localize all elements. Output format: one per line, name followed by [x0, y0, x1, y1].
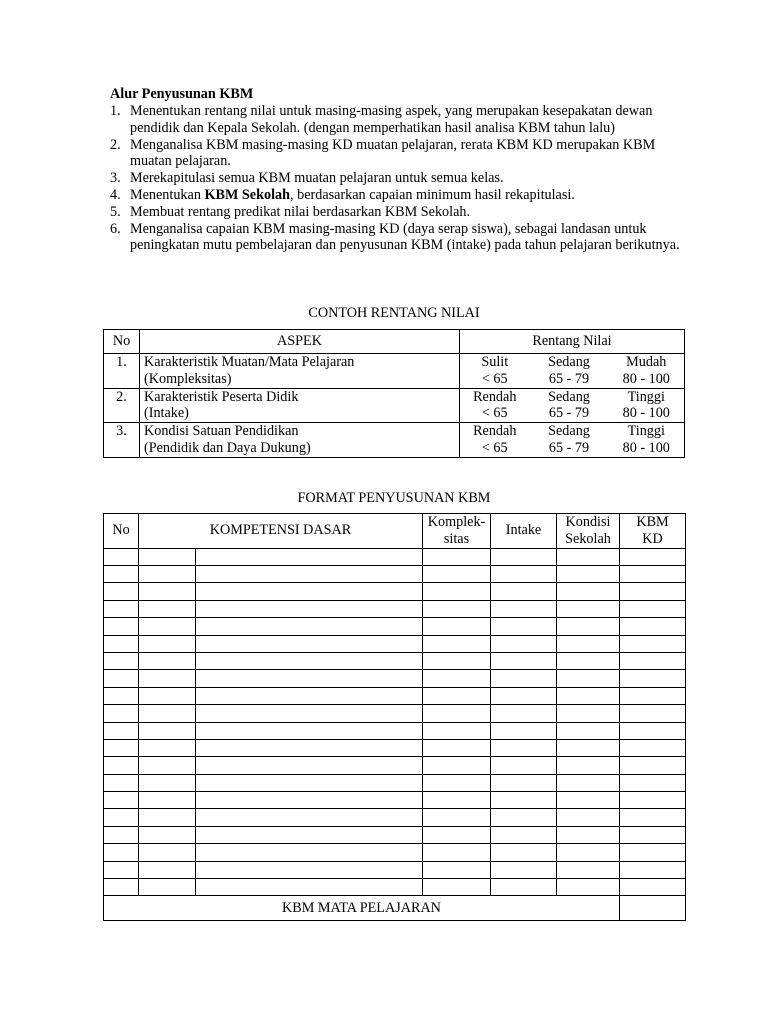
- row-no: 3.: [104, 423, 140, 458]
- aspek-line: (Kompleksitas): [144, 370, 232, 387]
- empty-cell: [557, 687, 620, 704]
- level-cell: [460, 423, 530, 458]
- empty-cell: [104, 548, 139, 565]
- step-text-bold: KBM Sekolah: [204, 186, 291, 203]
- level-range: 80 - 100: [622, 439, 670, 456]
- empty-cell: [196, 809, 423, 826]
- level-label: Tinggi: [627, 388, 665, 405]
- empty-cell: [423, 687, 491, 704]
- empty-cell: [104, 722, 139, 739]
- level-label: Sulit: [481, 354, 509, 370]
- table-row: [104, 757, 686, 774]
- level-cell: [609, 388, 685, 423]
- step-number: 4.: [110, 186, 121, 203]
- step-text-post: , berdasarkan capaian minimum hasil rekapitulasi.: [290, 186, 575, 203]
- empty-cell: [139, 652, 196, 669]
- empty-cell: [423, 670, 491, 687]
- level-range: 65 - 79: [548, 405, 590, 422]
- list-item: [110, 204, 680, 221]
- empty-cell: [139, 548, 196, 565]
- empty-cell: [139, 844, 196, 861]
- empty-cell: [196, 879, 423, 896]
- empty-cell: [196, 687, 423, 704]
- empty-cell: [104, 757, 139, 774]
- empty-cell: [620, 739, 686, 756]
- level-cell: [530, 354, 609, 389]
- table-row: [104, 705, 686, 722]
- empty-cell: [196, 670, 423, 687]
- empty-cell: [139, 583, 196, 600]
- empty-cell: [423, 722, 491, 739]
- empty-cell: [104, 670, 139, 687]
- empty-cell: [139, 879, 196, 896]
- list-item: [110, 170, 680, 187]
- empty-cell: [423, 826, 491, 843]
- empty-cell: [491, 670, 557, 687]
- empty-cell: [423, 792, 491, 809]
- header-line: sitas: [443, 530, 470, 547]
- header-no: No: [104, 330, 140, 354]
- rentang-nilai-table: [103, 329, 685, 458]
- table-row: [104, 687, 686, 704]
- empty-cell: [620, 757, 686, 774]
- header-aspek: ASPEK: [140, 330, 460, 354]
- empty-cell: [491, 705, 557, 722]
- header-intake: Intake: [491, 514, 557, 549]
- step-number: 2.: [110, 136, 121, 153]
- empty-cell: [196, 600, 423, 617]
- empty-cell: [139, 739, 196, 756]
- aspek-line: Karakteristik Muatan/Mata Pelajaran: [144, 354, 355, 370]
- empty-cell: [139, 861, 196, 878]
- empty-cell: [557, 879, 620, 896]
- empty-cell: [620, 618, 686, 635]
- header-kompetensi-dasar: KOMPETENSI DASAR: [139, 514, 423, 549]
- table-row: [104, 423, 685, 458]
- empty-cell: [139, 774, 196, 791]
- list-item: [110, 221, 680, 255]
- empty-cell: [620, 565, 686, 582]
- empty-cell: [491, 565, 557, 582]
- header-line: KD: [642, 530, 663, 547]
- empty-cell: [557, 861, 620, 878]
- empty-cell: [196, 705, 423, 722]
- level-range: 80 - 100: [622, 405, 670, 422]
- table-row: [104, 652, 686, 669]
- empty-cell: [491, 879, 557, 896]
- empty-cell: [557, 722, 620, 739]
- empty-cell: [620, 792, 686, 809]
- empty-cell: [104, 583, 139, 600]
- empty-cell: [557, 792, 620, 809]
- table-row: [104, 861, 686, 878]
- empty-cell: [196, 548, 423, 565]
- table-row: [104, 548, 686, 565]
- steps-list: [110, 103, 680, 254]
- footer-kbm-mata-pelajaran: KBM MATA PELAJARAN: [104, 896, 620, 921]
- level-cell: [460, 388, 530, 423]
- empty-cell: [104, 844, 139, 861]
- table-row: [104, 739, 686, 756]
- empty-cell: [423, 757, 491, 774]
- rentang-caption: CONTOH RENTANG NILAI: [308, 305, 480, 321]
- empty-cell: [620, 774, 686, 791]
- empty-cell: [557, 565, 620, 582]
- level-range: 65 - 79: [548, 370, 590, 387]
- format-table-body: [104, 548, 686, 921]
- header-no: No: [104, 514, 139, 549]
- empty-cell: [104, 565, 139, 582]
- empty-cell: [620, 722, 686, 739]
- empty-cell: [620, 844, 686, 861]
- empty-cell: [620, 861, 686, 878]
- level-label: Tinggi: [627, 423, 665, 440]
- empty-cell: [196, 635, 423, 652]
- row-no: 2.: [104, 388, 140, 423]
- empty-cell: [104, 635, 139, 652]
- empty-cell: [139, 792, 196, 809]
- table-row: [104, 618, 686, 635]
- empty-cell: [423, 618, 491, 635]
- table-row: [104, 600, 686, 617]
- level-cell: [609, 423, 685, 458]
- table-row: [104, 670, 686, 687]
- empty-cell: [557, 618, 620, 635]
- empty-cell: [139, 687, 196, 704]
- level-range: < 65: [481, 439, 508, 456]
- empty-cell: [491, 687, 557, 704]
- empty-cell: [557, 635, 620, 652]
- empty-cell: [196, 792, 423, 809]
- empty-cell: [491, 792, 557, 809]
- empty-cell: [491, 826, 557, 843]
- empty-cell: [491, 809, 557, 826]
- table-row: [104, 792, 686, 809]
- header-kbm-kd: [620, 514, 686, 549]
- table-row: [104, 844, 686, 861]
- header-line: Kondisi: [565, 514, 611, 530]
- empty-cell: [491, 861, 557, 878]
- table-row: [104, 774, 686, 791]
- empty-cell: [491, 583, 557, 600]
- empty-cell: [104, 618, 139, 635]
- level-cell: [530, 423, 609, 458]
- empty-cell: [104, 792, 139, 809]
- empty-cell: [423, 548, 491, 565]
- empty-cell: [491, 739, 557, 756]
- level-range: 65 - 79: [548, 439, 590, 456]
- empty-cell: [104, 687, 139, 704]
- empty-cell: [104, 774, 139, 791]
- empty-cell: [557, 652, 620, 669]
- empty-cell: [104, 879, 139, 896]
- step-text: Menganalisa KBM masing-masing KD muatan pelajaran, rerata KBM KD merupakan KBM muatan pelajaran.: [130, 136, 656, 170]
- empty-cell: [423, 861, 491, 878]
- empty-cell: [104, 652, 139, 669]
- empty-cell: [557, 583, 620, 600]
- empty-cell: [423, 565, 491, 582]
- table-row: [104, 879, 686, 896]
- empty-cell: [196, 583, 423, 600]
- level-label: Sedang: [548, 354, 590, 370]
- list-item: [110, 137, 680, 171]
- empty-cell: [139, 618, 196, 635]
- step-number: 5.: [110, 203, 121, 220]
- empty-cell: [491, 618, 557, 635]
- level-cell: [460, 354, 530, 389]
- empty-cell: [196, 757, 423, 774]
- empty-cell: [620, 879, 686, 896]
- step-text-pre: Menentukan: [130, 186, 205, 203]
- empty-cell: [139, 757, 196, 774]
- table-row: [104, 354, 685, 389]
- header-kondisi-sekolah: [557, 514, 620, 549]
- empty-cell: [557, 757, 620, 774]
- row-aspek: [140, 354, 460, 389]
- empty-cell: [620, 687, 686, 704]
- empty-cell: [104, 826, 139, 843]
- aspek-line: Kondisi Satuan Pendidikan: [144, 423, 299, 440]
- empty-cell: [423, 600, 491, 617]
- level-label: Mudah: [626, 354, 667, 370]
- level-label: Sedang: [548, 423, 590, 440]
- row-aspek: [140, 388, 460, 423]
- empty-cell: [557, 600, 620, 617]
- header-line: KBM: [636, 514, 669, 530]
- empty-cell: [196, 844, 423, 861]
- table-header-row: [104, 514, 686, 549]
- level-label: Rendah: [473, 388, 517, 405]
- step-text: Membuat rentang predikat nilai berdasarkan KBM Sekolah.: [130, 203, 471, 220]
- level-range: < 65: [481, 370, 508, 387]
- empty-cell: [423, 705, 491, 722]
- level-label: Rendah: [473, 423, 517, 440]
- empty-cell: [423, 583, 491, 600]
- empty-cell: [557, 774, 620, 791]
- empty-cell: [423, 809, 491, 826]
- level-label: Sedang: [548, 388, 590, 405]
- empty-cell: [139, 826, 196, 843]
- footer-value-cell: [620, 896, 686, 921]
- empty-cell: [491, 652, 557, 669]
- list-item: [110, 187, 680, 204]
- empty-cell: [196, 739, 423, 756]
- empty-cell: [557, 705, 620, 722]
- empty-cell: [139, 705, 196, 722]
- empty-cell: [620, 652, 686, 669]
- empty-cell: [620, 600, 686, 617]
- empty-cell: [620, 670, 686, 687]
- step-text: Merekapitulasi semua KBM muatan pelajaran untuk semua kelas.: [130, 170, 504, 187]
- aspek-line: (Intake): [144, 405, 189, 422]
- empty-cell: [491, 600, 557, 617]
- empty-cell: [620, 705, 686, 722]
- empty-cell: [139, 722, 196, 739]
- page-title: Alur Penyusunan KBM: [110, 86, 254, 102]
- empty-cell: [491, 844, 557, 861]
- list-item: [110, 103, 680, 137]
- empty-cell: [557, 670, 620, 687]
- empty-cell: [104, 739, 139, 756]
- empty-cell: [196, 565, 423, 582]
- empty-cell: [557, 844, 620, 861]
- empty-cell: [557, 739, 620, 756]
- empty-cell: [196, 774, 423, 791]
- empty-cell: [491, 757, 557, 774]
- aspek-line: Karakteristik Peserta Didik: [144, 388, 299, 405]
- format-caption: FORMAT PENYUSUNAN KBM: [297, 490, 491, 506]
- header-rentang-nilai: Rentang Nilai: [460, 330, 685, 354]
- table-header-row: [104, 330, 685, 354]
- table-row: [104, 809, 686, 826]
- empty-cell: [423, 844, 491, 861]
- empty-cell: [196, 652, 423, 669]
- level-range: < 65: [481, 405, 508, 422]
- empty-cell: [491, 635, 557, 652]
- table-row: [104, 583, 686, 600]
- empty-cell: [491, 774, 557, 791]
- empty-cell: [139, 565, 196, 582]
- empty-cell: [620, 826, 686, 843]
- format-kbm-table: [103, 513, 686, 921]
- step-number: 1.: [110, 103, 121, 119]
- empty-cell: [104, 705, 139, 722]
- empty-cell: [423, 774, 491, 791]
- level-cell: [530, 388, 609, 423]
- aspek-line: (Pendidik dan Daya Dukung): [144, 439, 311, 456]
- table-row: [104, 388, 685, 423]
- step-text: Menentukan rentang nilai untuk masing-masing aspek, yang merupakan kesepakatan dewan pendidik dan Kepala Sekolah. (dengan memperhatikan hasil analisa KBM tahun lalu): [130, 103, 653, 136]
- empty-cell: [557, 809, 620, 826]
- empty-cell: [620, 635, 686, 652]
- header-line: Komplek-: [427, 514, 486, 530]
- empty-cell: [557, 826, 620, 843]
- level-range: 80 - 100: [622, 370, 670, 387]
- empty-cell: [104, 600, 139, 617]
- empty-cell: [139, 635, 196, 652]
- empty-cell: [139, 600, 196, 617]
- step-number: 6.: [110, 220, 121, 237]
- table-footer-row: [104, 896, 686, 921]
- empty-cell: [196, 826, 423, 843]
- empty-cell: [620, 809, 686, 826]
- table-row: [104, 565, 686, 582]
- empty-cell: [620, 548, 686, 565]
- empty-cell: [423, 635, 491, 652]
- empty-cell: [423, 652, 491, 669]
- row-no: 1.: [104, 354, 140, 389]
- empty-cell: [423, 879, 491, 896]
- empty-cell: [491, 722, 557, 739]
- header-kompleksitas: [423, 514, 491, 549]
- table-row: [104, 635, 686, 652]
- empty-cell: [104, 809, 139, 826]
- empty-cell: [196, 618, 423, 635]
- empty-cell: [104, 861, 139, 878]
- level-cell: [609, 354, 685, 389]
- empty-cell: [620, 583, 686, 600]
- header-line: Sekolah: [565, 530, 611, 547]
- empty-cell: [196, 722, 423, 739]
- empty-cell: [491, 548, 557, 565]
- row-aspek: [140, 423, 460, 458]
- table-row: [104, 826, 686, 843]
- empty-cell: [139, 670, 196, 687]
- table-row: [104, 722, 686, 739]
- step-text: Menganalisa capaian KBM masing-masing KD (daya serap siswa), sebagai landasan untuk peningkatan mutu pembelajaran dan penyusunan KBM (intake) pada tahun pelajaran berikutnya.: [130, 220, 680, 254]
- empty-cell: [139, 809, 196, 826]
- empty-cell: [423, 739, 491, 756]
- empty-cell: [196, 861, 423, 878]
- step-number: 3.: [110, 170, 121, 187]
- empty-cell: [557, 548, 620, 565]
